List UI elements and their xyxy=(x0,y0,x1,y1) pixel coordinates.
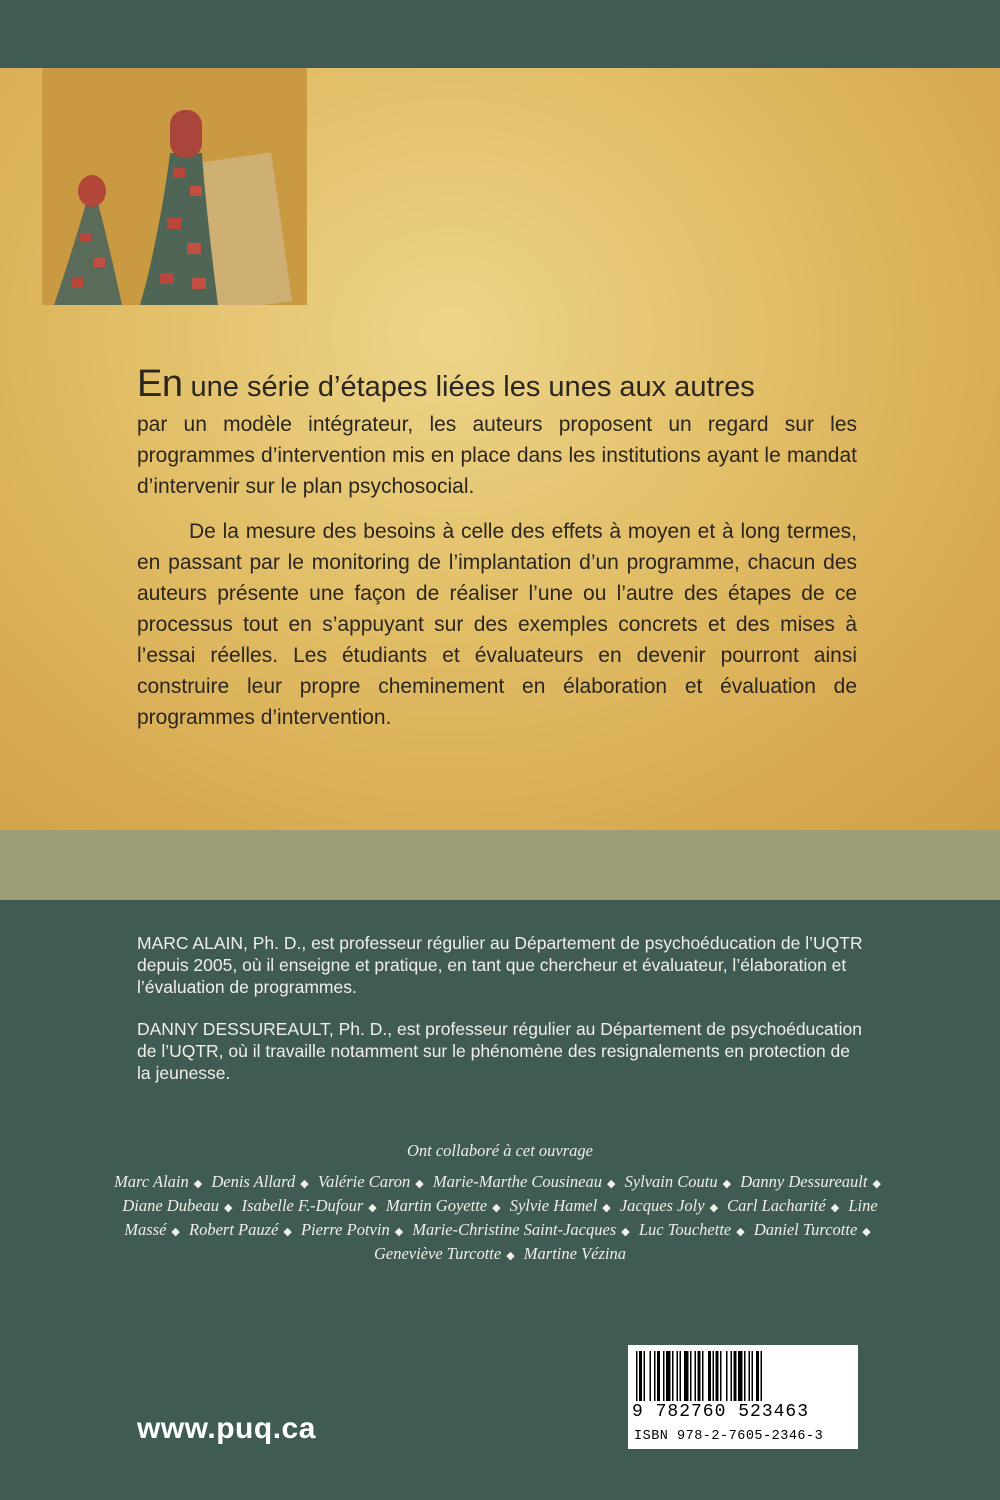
sage-band xyxy=(0,830,1000,900)
barcode-bar xyxy=(684,1351,689,1401)
barcode-bar xyxy=(708,1351,711,1401)
author-bio-danny-dessureault xyxy=(137,1018,867,1084)
barcode-bar xyxy=(761,1351,763,1401)
diamond-separator-icon: ◆ xyxy=(602,1202,611,1214)
barcode-bar xyxy=(695,1351,697,1401)
collaborator-name: Sylvie Hamel xyxy=(509,1196,598,1215)
barcode-bar xyxy=(726,1351,728,1401)
barcode-bar xyxy=(716,1351,719,1401)
collaborator-name: Luc Touchette xyxy=(638,1220,732,1239)
barcode-bar xyxy=(680,1351,682,1401)
barcode-bar xyxy=(734,1351,737,1401)
barcode-bar xyxy=(720,1351,722,1401)
collaborators-title: Ont collaboré à cet ouvrage xyxy=(406,1141,594,1160)
isbn-number: ISBN 978-2-7605-2346-3 xyxy=(634,1429,824,1444)
collaborator-name: Marie-Marthe Cousineau xyxy=(432,1172,602,1191)
barcode-bar xyxy=(702,1351,704,1401)
collaborator-name: Martine Vézina xyxy=(523,1244,626,1263)
barcode-bar xyxy=(731,1351,733,1401)
bio-text-2: DANNY DESSUREAULT, Ph. D., est professeur régulier au Département de psychoéducation de l’UQTR, où il travaille notamment sur le phénomène des resignalements en protection de la jeunesse. xyxy=(137,1019,862,1083)
barcode-bar xyxy=(654,1351,656,1401)
intro-lead-word: En xyxy=(137,363,183,405)
intro-paragraph-1-rest: par un modèle intégrateur, les auteurs proposent un regard sur les programmes d’intervention mis en place dans les institutions ayant le mandat d’intervenir sur le plan psychosocial. xyxy=(137,413,857,498)
barcode-bar xyxy=(738,1351,743,1401)
collaborator-name: Sylvain Coutu xyxy=(624,1172,718,1191)
collaborator-name: Valérie Caron xyxy=(317,1172,411,1191)
barcode-bar xyxy=(666,1351,671,1401)
collaborator-name: Carl Lacharité xyxy=(727,1196,826,1215)
collaborator-name: Danny Dessureault xyxy=(740,1172,868,1191)
barcode-bar xyxy=(672,1351,674,1401)
diamond-separator-icon: ◆ xyxy=(830,1202,840,1214)
author-bio-marc-alain xyxy=(137,932,867,998)
diamond-separator-icon: ◆ xyxy=(283,1226,292,1238)
intro-text xyxy=(137,362,857,733)
cover-artwork xyxy=(42,68,307,305)
diamond-separator-icon: ◆ xyxy=(606,1178,616,1190)
diamond-separator-icon: ◆ xyxy=(368,1202,377,1214)
barcode-bar xyxy=(752,1351,754,1401)
collaborator-name: Martin Goyette xyxy=(385,1196,488,1215)
barcode-bar xyxy=(698,1351,701,1401)
barcode-bar xyxy=(657,1351,660,1401)
diamond-separator-icon: ◆ xyxy=(506,1250,515,1262)
collaborator-name: Marie-Christine Saint-Jacques xyxy=(412,1220,617,1239)
diamond-separator-icon: ◆ xyxy=(224,1202,233,1214)
collaborator-name: Marc Alain xyxy=(114,1172,189,1191)
intro-paragraph-1 xyxy=(137,362,857,502)
barcode-bar xyxy=(663,1351,665,1401)
collaborators-block xyxy=(110,1140,890,1267)
collaborator-name: Geneviève Turcotte xyxy=(373,1244,502,1263)
collaborator-name: Isabelle F.-Dufour xyxy=(241,1196,364,1215)
barcode-bar xyxy=(744,1351,746,1401)
barcode-bar xyxy=(650,1351,652,1401)
collaborator-name: Denis Allard xyxy=(211,1172,296,1191)
collaborator-name: Pierre Potvin xyxy=(300,1220,390,1239)
barcode-digits: 9 782760 523463 xyxy=(632,1402,810,1422)
collaborator-name: Daniel Turcotte xyxy=(753,1220,858,1239)
diamond-separator-icon: ◆ xyxy=(862,1226,871,1238)
collaborator-name: Line Massé xyxy=(124,1196,878,1239)
barcode-bar xyxy=(644,1351,646,1401)
isbn-barcode xyxy=(628,1345,858,1449)
barcode-bar xyxy=(677,1351,679,1401)
barcode-bar xyxy=(639,1351,642,1401)
diamond-separator-icon: ◆ xyxy=(415,1178,424,1190)
intro-paragraph-2: De la mesure des besoins à celle des effets à moyen et à long termes, en passant par le monitoring de l’implantation d’un programme, chacun des auteurs présente une façon de réaliser l’une ou l’autre des étapes de ce processus tout en s’appuyant sur des exemples concrets et des mises à l’essai réelles. Les étudiants et évaluateurs en devenir pourront ainsi construire leur propre cheminement en élaboration et évaluation de programmes d’intervention. xyxy=(137,520,857,729)
diamond-separator-icon: ◆ xyxy=(722,1178,732,1190)
collaborators-list xyxy=(110,1171,890,1267)
diamond-separator-icon: ◆ xyxy=(736,1226,745,1238)
barcode-bars xyxy=(628,1345,858,1405)
collaborator-name: Robert Pauzé xyxy=(189,1220,279,1239)
barcode-bar xyxy=(713,1351,715,1401)
barcode-bar xyxy=(749,1351,751,1401)
diamond-separator-icon: ◆ xyxy=(193,1178,203,1190)
bio-text-1: MARC ALAIN, Ph. D., est professeur régulier au Département de psychoéducation de l’UQTR depuis 2005, où il enseigne et pratique, en tant que chercheur et évaluateur, l’élaboration et l’évaluation de programmes. xyxy=(137,933,863,997)
intro-lead-line xyxy=(137,362,857,409)
barcode-bar xyxy=(636,1351,638,1401)
intro-lead-rest: une série d’étapes liées les unes aux autres xyxy=(190,371,755,403)
diamond-separator-icon: ◆ xyxy=(171,1226,180,1238)
diamond-separator-icon: ◆ xyxy=(872,1178,881,1190)
diamond-separator-icon: ◆ xyxy=(492,1202,501,1214)
diamond-separator-icon: ◆ xyxy=(621,1226,630,1238)
collaborator-name: Diane Dubeau xyxy=(122,1196,220,1215)
barcode-bar xyxy=(756,1351,759,1401)
top-band xyxy=(0,0,1000,68)
diamond-separator-icon: ◆ xyxy=(300,1178,309,1190)
publisher-url[interactable]: www.puq.ca xyxy=(137,1412,316,1445)
diamond-separator-icon: ◆ xyxy=(709,1202,719,1214)
collaborator-name: Jacques Joly xyxy=(619,1196,705,1215)
diamond-separator-icon: ◆ xyxy=(394,1226,404,1238)
artwork-figures xyxy=(42,68,307,305)
barcode-bar xyxy=(690,1351,692,1401)
